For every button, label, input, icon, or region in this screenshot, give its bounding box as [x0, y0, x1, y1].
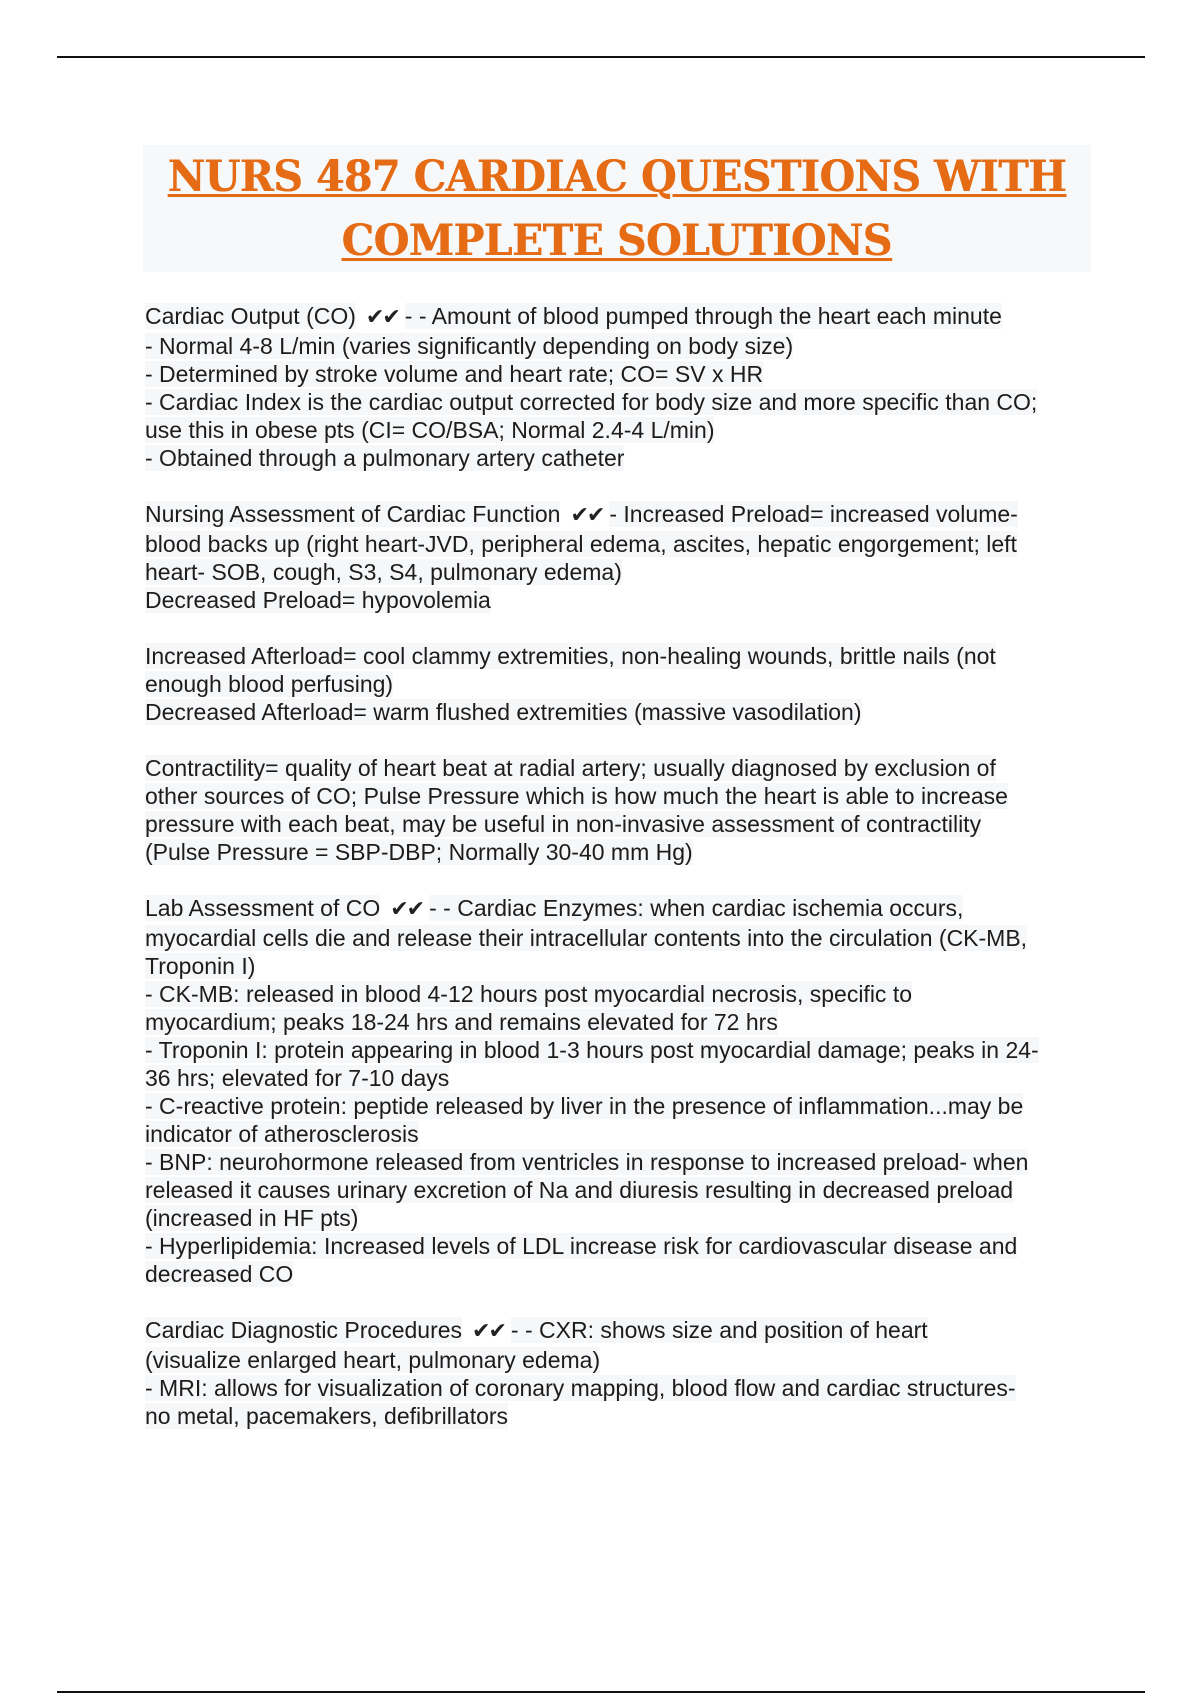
- bottom-page-rule: [57, 1691, 1145, 1693]
- body-text: - Normal 4-8 L/min (varies significantly depending on body size): [145, 333, 794, 359]
- qa-section: [145, 894, 1105, 1288]
- body-text-line: [145, 1148, 1105, 1176]
- section-answer-start: - - CXR: shows size and position of heart: [510, 1317, 928, 1343]
- document-title: [143, 145, 1091, 272]
- double-check-icon: ✔✔: [365, 305, 399, 330]
- section-answer-start: - - Amount of blood pumped through the heart each minute: [404, 303, 1002, 329]
- section-first-line: [145, 302, 1105, 332]
- body-text: myocardial cells die and release their intracellular contents into the circulation (CK-MB,: [145, 925, 1028, 951]
- top-page-rule: [57, 56, 1145, 58]
- body-text: - BNP: neurohormone released from ventricles in response to increased preload- when: [145, 1149, 1029, 1175]
- body-text-line: [145, 530, 1105, 558]
- double-check-icon: ✔✔: [390, 897, 424, 922]
- body-text-line: [145, 670, 1105, 698]
- body-text-line: [145, 1092, 1105, 1120]
- body-text-line: [145, 952, 1105, 980]
- document-body: [145, 302, 1105, 1458]
- body-text: decreased CO: [145, 1261, 294, 1287]
- body-text-line: [145, 1402, 1105, 1430]
- qa-section: [145, 642, 1105, 726]
- body-text-line: [145, 698, 1105, 726]
- double-check-icon: ✔✔: [570, 503, 604, 528]
- body-text: - Troponin I: protein appearing in blood 1-3 hours post myocardial damage; peaks in 24-: [145, 1037, 1039, 1063]
- body-text-line: [145, 980, 1105, 1008]
- body-text: - Obtained through a pulmonary artery catheter: [145, 445, 625, 471]
- double-check-icon: ✔✔: [472, 1319, 505, 1344]
- body-text: - Cardiac Index is the cardiac output corrected for body size and more specific than CO;: [145, 389, 1038, 415]
- body-text: (visualize enlarged heart, pulmonary edema): [145, 1347, 601, 1373]
- body-text-line: [145, 1204, 1105, 1232]
- section-answer-start: - - Cardiac Enzymes: when cardiac ischemia occurs,: [429, 895, 964, 921]
- body-text: Troponin I): [145, 953, 256, 979]
- body-text: myocardium; peaks 18-24 hrs and remains elevated for 72 hrs: [145, 1009, 778, 1035]
- body-text-line: [145, 1008, 1105, 1036]
- section-first-line: [145, 894, 1105, 924]
- body-text: (increased in HF pts): [145, 1205, 359, 1231]
- body-text: (Pulse Pressure = SBP-DBP; Normally 30-40 mm Hg): [145, 839, 693, 865]
- body-text: blood backs up (right heart-JVD, peripheral edema, ascites, hepatic engorgement; left: [145, 531, 1017, 557]
- body-text: 36 hrs; elevated for 7-10 days: [145, 1065, 450, 1091]
- body-text: other sources of CO; Pulse Pressure which is how much the heart is able to increase: [145, 783, 1008, 809]
- body-text-line: [145, 1036, 1105, 1064]
- body-text-line: [145, 1346, 1105, 1374]
- body-text-line: [145, 782, 1105, 810]
- body-text-line: [145, 360, 1105, 388]
- qa-section: [145, 302, 1105, 472]
- body-text-line: [145, 416, 1105, 444]
- body-text: Contractility= quality of heart beat at radial artery; usually diagnosed by exclusion of: [145, 755, 996, 781]
- qa-section: [145, 500, 1105, 614]
- body-text: indicator of atherosclerosis: [145, 1121, 419, 1147]
- body-text-line: [145, 1260, 1105, 1288]
- qa-section: [145, 754, 1105, 866]
- section-heading: Nursing Assessment of Cardiac Function: [145, 501, 561, 527]
- section-answer-start: - Increased Preload= increased volume-: [609, 501, 1018, 527]
- body-text: pressure with each beat, may be useful in non-invasive assessment of contractility: [145, 811, 982, 837]
- body-text: Decreased Afterload= warm flushed extremities (massive vasodilation): [145, 699, 862, 725]
- body-text-line: [145, 1120, 1105, 1148]
- body-text-line: [145, 642, 1105, 670]
- body-text-line: [145, 558, 1105, 586]
- body-text-line: [145, 1232, 1105, 1260]
- section-first-line: [145, 500, 1105, 530]
- body-text: - Determined by stroke volume and heart rate; CO= SV x HR: [145, 361, 764, 387]
- body-text-line: [145, 586, 1105, 614]
- section-heading: Cardiac Diagnostic Procedures: [145, 1317, 463, 1343]
- body-text: no metal, pacemakers, defibrillators: [145, 1403, 509, 1429]
- qa-section: [145, 1316, 1105, 1430]
- body-text: released it causes urinary excretion of Na and diuresis resulting in decreased preload: [145, 1177, 1014, 1203]
- body-text-line: [145, 388, 1105, 416]
- body-text-line: [145, 444, 1105, 472]
- body-text-line: [145, 1064, 1105, 1092]
- section-heading: Lab Assessment of CO: [145, 895, 381, 921]
- body-text-line: [145, 838, 1105, 866]
- body-text-line: [145, 810, 1105, 838]
- body-text: Increased Afterload= cool clammy extremities, non-healing wounds, brittle nails (not: [145, 643, 996, 669]
- body-text-line: [145, 1176, 1105, 1204]
- body-text: use this in obese pts (CI= CO/BSA; Normal 2.4-4 L/min): [145, 417, 715, 443]
- body-text-line: [145, 332, 1105, 360]
- body-text-line: [145, 1374, 1105, 1402]
- body-text: - MRI: allows for visualization of coronary mapping, blood flow and cardiac structures-: [145, 1375, 1016, 1401]
- section-first-line: [145, 1316, 1105, 1346]
- title-line-2: COMPLETE SOLUTIONS: [341, 215, 893, 266]
- section-heading: Cardiac Output (CO): [145, 303, 356, 329]
- title-line-1: NURS 487 CARDIAC QUESTIONS WITH: [167, 151, 1067, 202]
- body-text: - Hyperlipidemia: Increased levels of LDL increase risk for cardiovascular disease and: [145, 1233, 1018, 1259]
- body-text: - C-reactive protein: peptide released by liver in the presence of inflammation...may be: [145, 1093, 1024, 1119]
- body-text: - CK-MB: released in blood 4-12 hours post myocardial necrosis, specific to: [145, 981, 913, 1007]
- body-text-line: [145, 924, 1105, 952]
- body-text: Decreased Preload= hypovolemia: [145, 587, 491, 613]
- body-text: enough blood perfusing): [145, 671, 394, 697]
- body-text-line: [145, 754, 1105, 782]
- body-text: heart- SOB, cough, S3, S4, pulmonary edema): [145, 559, 622, 585]
